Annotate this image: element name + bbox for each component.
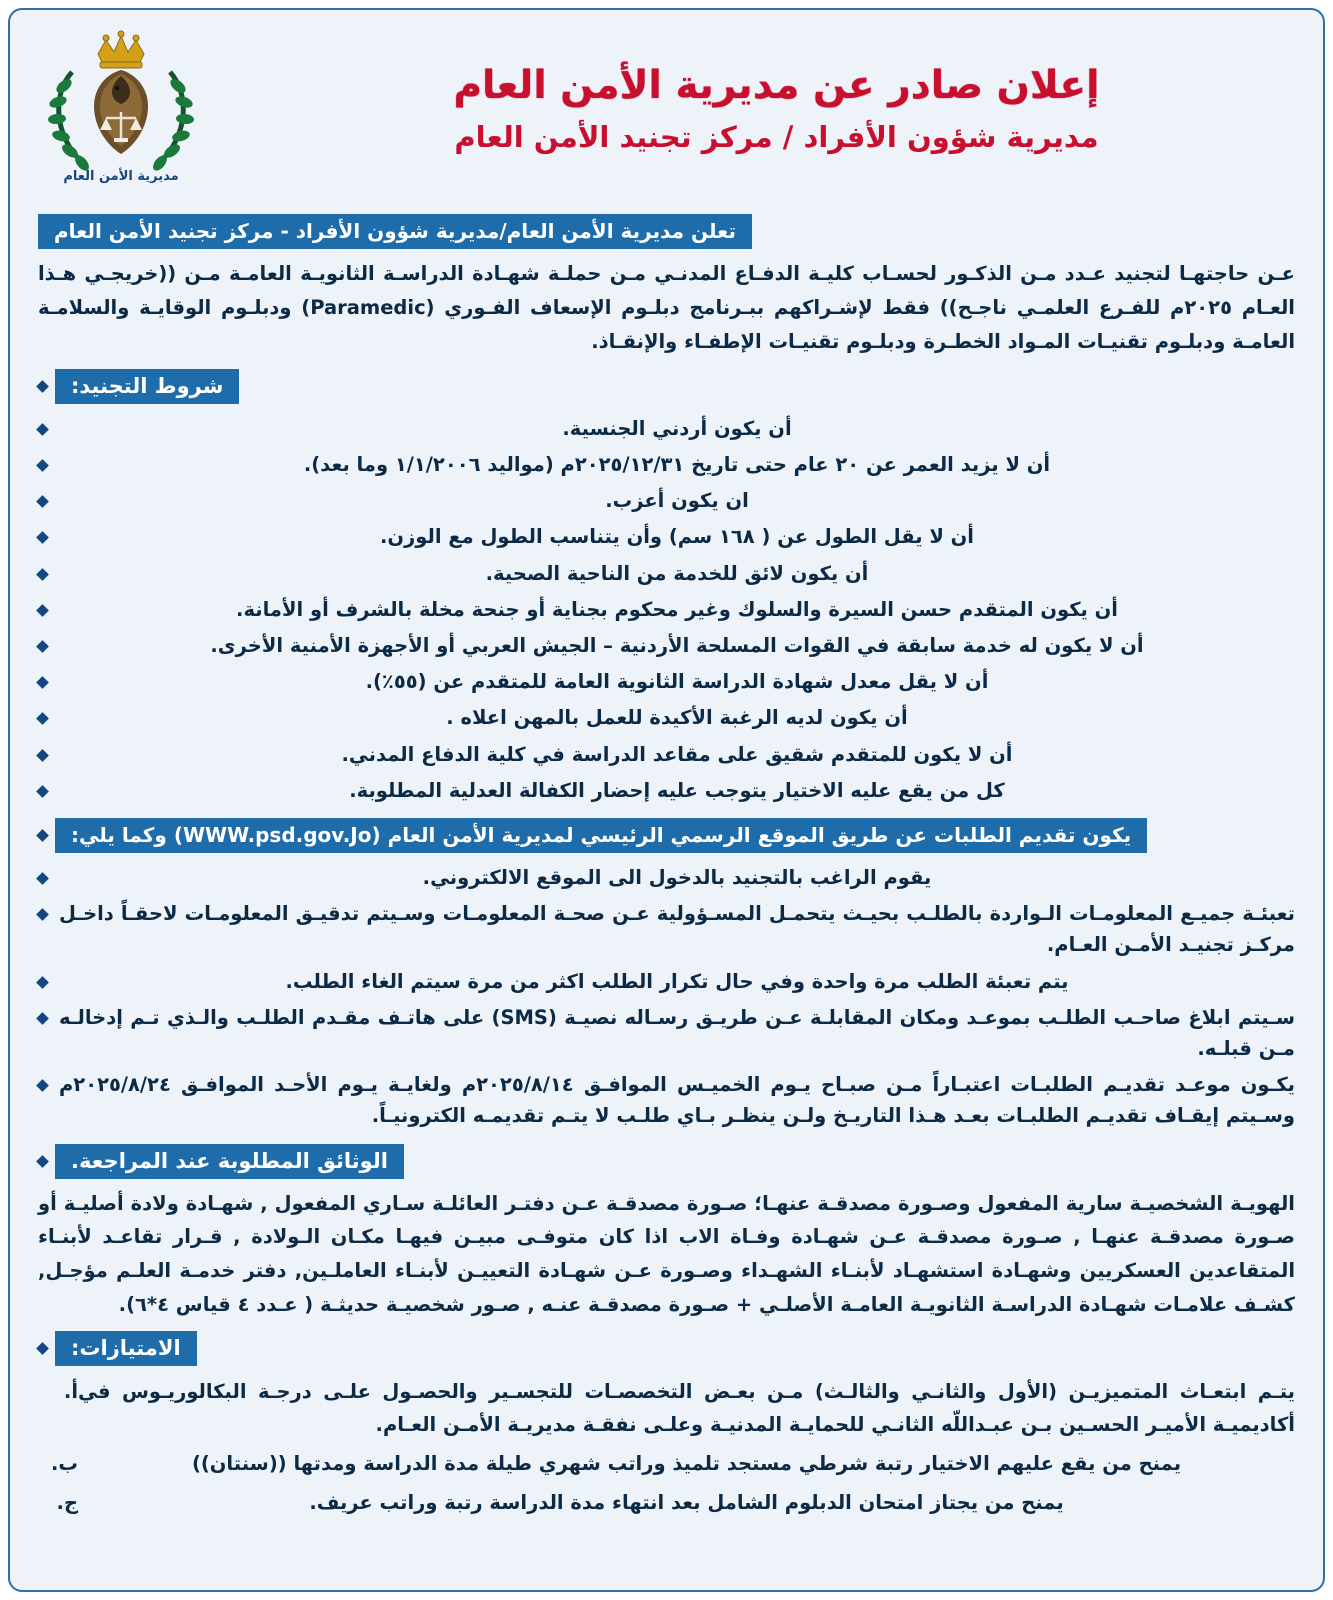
- list-item: [38, 410, 1295, 446]
- list-item-text: يتم تعبئة الطلب مرة واحدة وفي حال تكرار الطلب اكثر من مرة سيتم الغاء الطلب.: [285, 969, 1069, 993]
- list-item: [38, 999, 1295, 1066]
- document-body: [10, 202, 1323, 1533]
- diamond-bullet-icon: [36, 1342, 49, 1355]
- diamond-bullet-icon: [36, 785, 49, 798]
- list-item-text: أن لا يزيد العمر عن ٢٠ عام حتى تاريخ ٢٠٢٥/١٢/٣١م (مواليد ١/١/٢٠٠٦ وما بعد).: [303, 453, 1051, 477]
- list-item-text: أن يكون لديه الرغبة الأكيدة للعمل بالمهن اعلاه .: [446, 706, 908, 730]
- list-item: [38, 628, 1295, 664]
- documents-bar: الوثائق المطلوبة عند المراجعة.: [55, 1144, 404, 1179]
- psd-crest-logo: [36, 24, 206, 194]
- list-item: [38, 896, 1295, 963]
- page-subtitle: مديرية شؤون الأفراد / مركز تجنيد الأمن العام: [454, 119, 1099, 154]
- list-item: [38, 700, 1295, 736]
- list-item-text: أن لا يقل الطول عن ( ١٦٨ سم) وأن يتناسب الطول مع الوزن.: [380, 525, 974, 549]
- diamond-bullet-icon: [36, 1155, 49, 1168]
- list-item: [38, 1444, 1295, 1483]
- list-item-text: يتـم ابتعـاث المتميزيـن (الأول والثانـي والثالـث) مـن بعـض التخصصـات للتجسـير والحصـول علـى درجـة البكالوريـوس في أكاديميـة الأميـر الحسـين بـن عبـداللّه الثانـي للحمايـة المدنيـة وعلـى نفقـة مديريـة الأمـن العـام.: [78, 1380, 1295, 1437]
- diamond-bullet-icon: [36, 459, 49, 472]
- diamond-bullet-icon: [36, 830, 49, 843]
- diamond-bullet-icon: [36, 423, 49, 436]
- list-item: [38, 1372, 1295, 1444]
- benefits-bar-row: [38, 1331, 1295, 1366]
- list-item-text: أن لا يقل معدل شهادة الدراسة الثانوية العامة للمتقدم عن (٥٥٪).: [365, 670, 989, 694]
- page-title: إعلان صادر عن مديرية الأمن العام: [453, 62, 1100, 108]
- benefits-section: [38, 1331, 1295, 1523]
- conditions-section: [38, 369, 1295, 808]
- svg-text:مديرية الأمن العام: مديرية الأمن العام: [63, 169, 179, 184]
- list-item: [38, 664, 1295, 700]
- list-item-label: ج.: [56, 1491, 78, 1515]
- list-item-text: أن يكون لائق للخدمة من الناحية الصحية.: [485, 561, 869, 585]
- list-item: [38, 859, 1295, 895]
- conditions-list: [38, 410, 1295, 808]
- list-item: [38, 591, 1295, 627]
- list-item: [38, 772, 1295, 808]
- diamond-bullet-icon: [36, 713, 49, 726]
- list-item: [38, 736, 1295, 772]
- list-item-text: يكـون موعـد تقديـم الطلبـات اعتبـاراً مـن صبـاح يـوم الخميـس الموافـق ٢٠٢٥/٨/١٤م ولغايـة يـوم الأحـد الموافـق ٢٠٢٥/٨/٢٤م وسـيتم إيقـاف تقديـم الطلبـات بعـد هـذا التاريـخ ولـن ينظـر بـاي طلـب لا يتـم تقديمـه الكترونيـاً.: [59, 1073, 1295, 1128]
- diamond-bullet-icon: [36, 908, 49, 921]
- list-item-text: سـيتم ابلاغ صاحـب الطلـب بموعـد ومكان المقابلـة عـن طريـق رسـاله نصيـة (SMS) على هاتـف مقـدم الطلـب والـذي تـم إدخالـه مـن قبلـه.: [59, 1005, 1295, 1060]
- document-header: [10, 10, 1323, 202]
- announcement-paragraph: عـن حاجتهـا لتجنيد عـدد مـن الذكـور لحسـاب كليـة الدفـاع المدنـي مـن حملـة شهـادة الدراسـة الثانويـة العامـة مـن ((خريجـي هـذا العـام ٢٠٢٥م للفـرع العلمـي ناجـح)) فقط لإشـراكهم ببـرنامج دبلـوم الإسعاف الفـوري (Paramedic) ودبلـوم الوقايـة والسلامـة العامـة ودبلـوم تقنيـات المـواد الخطـرة ودبلـوم تقنيـات الإطفـاء والإنقـاذ.: [38, 262, 1295, 354]
- list-item: [38, 1483, 1295, 1522]
- diamond-bullet-icon: [36, 676, 49, 689]
- list-item-text: أن يكون المتقدم حسن السيرة والسلوك وغير محكوم بجناية أو جنحة مخلة بالشرف أو الأمانة.: [236, 597, 1118, 621]
- list-item-text: أن لا يكون للمتقدم شقيق على مقاعد الدراسة في كلية الدفاع المدني.: [341, 742, 1013, 766]
- applying-list: [38, 859, 1295, 1134]
- list-item-text: يمنح من يقع عليهم الاختيار رتبة شرطي مستجد تلميذ وراتب شهري طيلة مدة الدراسة ومدتها ((سنتان)): [191, 1452, 1182, 1476]
- announcement-bar: تعلن مديرية الأمن العام/مديرية شؤون الأفراد - مركز تجنيد الأمن العام: [38, 214, 752, 249]
- diamond-bullet-icon: [36, 749, 49, 762]
- diamond-bullet-icon: [36, 640, 49, 653]
- diamond-bullet-icon: [36, 976, 49, 989]
- documents-section: [38, 1144, 1295, 1321]
- diamond-bullet-icon: [36, 495, 49, 508]
- diamond-bullet-icon: [36, 872, 49, 885]
- list-item-label: ب.: [50, 1452, 78, 1476]
- diamond-bullet-icon: [36, 381, 49, 394]
- benefits-bar: الامتيازات:: [55, 1331, 197, 1366]
- announcement-frame: [8, 8, 1325, 1592]
- diamond-bullet-icon: [36, 604, 49, 617]
- list-item-text: أن لا يكون له خدمة سابقة في القوات المسلحة الأردنية – الجيش العربي أو الأجهزة الأمنية الأخرى.: [210, 634, 1144, 657]
- announcement-bar-row: [38, 214, 1295, 249]
- applying-bar-row: [38, 818, 1295, 853]
- applying-section: [38, 818, 1295, 1134]
- diamond-bullet-icon: [36, 568, 49, 581]
- list-item-label: أ.: [63, 1380, 78, 1404]
- list-item-text: يمنح من يجتاز امتحان الدبلوم الشامل بعد انتهاء مدة الدراسة رتبة وراتب عريف.: [309, 1491, 1064, 1515]
- applying-bar: يكون تقديم الطلبات عن طريق الموقع الرسمي الرئيسي لمديرية الأمن العام (WWW.psd.gov.Jo) وكما يلي:: [55, 818, 1147, 853]
- documents-bar-row: [38, 1144, 1295, 1179]
- list-item: [38, 1067, 1295, 1134]
- list-item: [38, 447, 1295, 483]
- announcement-section: [38, 214, 1295, 359]
- diamond-bullet-icon: [36, 532, 49, 545]
- conditions-bar: شروط التجنيد:: [55, 369, 239, 404]
- header-titles: [216, 62, 1297, 156]
- list-item: [38, 963, 1295, 999]
- diamond-bullet-icon: [36, 1012, 49, 1025]
- benefits-list: [38, 1372, 1295, 1523]
- list-item-text: يقوم الراغب بالتجنيد بالدخول الى الموقع الالكتروني.: [422, 865, 932, 889]
- list-item: [38, 519, 1295, 555]
- list-item-text: كل من يقع عليه الاختيار يتوجب عليه إحضار الكفالة العدلية المطلوبة.: [349, 778, 1005, 802]
- list-item-text: تعبئـة جميـع المعلومـات الـواردة بالطلـب بحيـث يتحمـل المسـؤولية عـن صحـة المعلومـات وسـيتم تدقيـق المعلومـات لاحقـاً داخـل مركـز تجنيـد الأمـن العـام.: [59, 902, 1295, 957]
- list-item: [38, 555, 1295, 591]
- list-item-text: أن يكون أردني الجنسية.: [562, 416, 792, 440]
- documents-paragraph: الهويـة الشخصيـة سارية المفعول وصـورة مصدقـة عنهـا؛ صـورة مصدقـة عـن دفتـر العائلـة سـاري المفعول , شهـادة ولادة أصليـة أو صـورة مصدقـة عنهـا , صـورة مصدقـة عـن شهـادة وفـاة الاب اذا كان متوفـى مبيـن فيهـا مكـان الـولادة , قـرار تقاعـد لأبنـاء المتقاعدين العسكريين وشهـادة استشهـاد لأبنـاء الشهـداء وصـورة عـن شهـادة التعييـن لأبنـاء العاملـين, دفتر خدمـة العلـم مؤجـل, كشـف علامـات شهـادة الدراسـة الثانويـة العامـة الأصلـي + صـورة مصدقـة عنـه , صـور شخصيـة حديثـة ( عـدد ٤ قياس ٤*٦).: [38, 1191, 1295, 1316]
- conditions-bar-row: [38, 369, 1295, 404]
- diamond-bullet-icon: [36, 1079, 49, 1092]
- list-item-text: ان يكون أعزب.: [605, 489, 749, 513]
- list-item: [38, 483, 1295, 519]
